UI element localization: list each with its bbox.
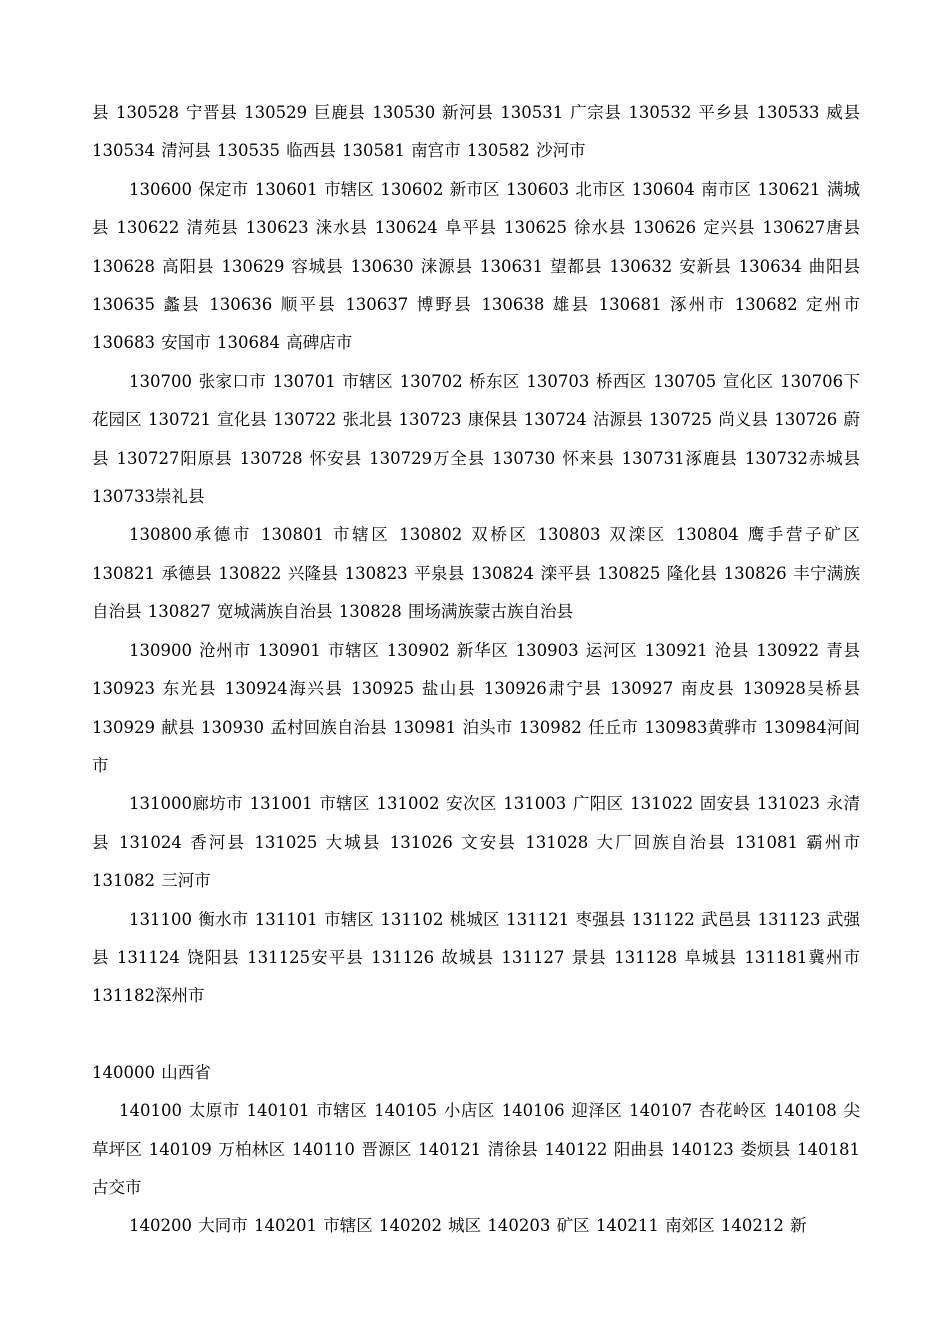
text-paragraph: 140100 太原市 140101 市辖区 140105 小店区 140106 迎泽区 140107 杏花岭区 140108 尖草坪区 140109 万柏林区 140110 晋源区 140121 清徐县 140122 阳曲县 140123 娄烦县 140181 古交市 (92, 1101, 860, 1197)
section-gap (92, 1016, 860, 1054)
text-paragraph: 130900 沧州市 130901 市辖区 130902 新华区 130903 运河区 130921 沧县 130922 青县 130923 东光县 130924海兴县 130925 盐山县 130926肃宁县 130927 南皮县 130928吴桥县 130929 献县 130930 孟村回族自治县 130981 泊头市 130982 任丘市 130983黄骅市 130984河间市 (92, 640, 860, 775)
text-paragraph: 县 130528 宁晋县 130529 巨鹿县 130530 新河县 130531 广宗县 130532 平乡县 130533 威县 130534 清河县 130535 临西县 130581 南宫市 130582 沙河市 (92, 103, 861, 161)
text-paragraph: 130800承德市 130801 市辖区 130802 双桥区 130803 双滦区 130804 鹰手营子矿区 130821 承德县 130822 兴隆县 130823 平泉县 130824 滦平县 130825 隆化县 130826 丰宁满族自治县 130827 宽城满族自治县 130828 围场满族蒙古族自治县 (92, 525, 860, 622)
text-paragraph: 131100 衡水市 131101 市辖区 131102 桃城区 131121 枣强县 131122 武邑县 131123 武强县 131124 饶阳县 131125安平县 131126 故城县 131127 景县 131128 阜城县 131181冀州市 131182深州市 (92, 909, 860, 1006)
text-paragraph: 130600 保定市 130601 市辖区 130602 新市区 130603 北市区 130604 南市区 130621 满城县 130622 清苑县 130623 涞水县 130624 阜平县 130625 徐水县 130626 定兴县 130627唐县 130628 高阳县 130629 容城县 130630 涞源县 130631 望都县 130632 安新县 130634 曲阳县 130635 蠡县 130636 顺平县 130637 博野县 130638 雄县 130681 涿州市 130682 定州市 130683 安国市 130684 高碑店市 (92, 179, 860, 353)
text-paragraph: 131000廊坊市 131001 市辖区 131002 安次区 131003 广阳区 131022 固安县 131023 永清县 131024 香河县 131025 大城县 131026 文安县 131028 大厂回族自治县 131081 霸州市 131082 三河市 (92, 794, 860, 891)
section-heading: 140000 山西省 (92, 1062, 211, 1082)
text-paragraph: 130700 张家口市 130701 市辖区 130702 桥东区 130703 桥西区 130705 宣化区 130706下花园区 130721 宣化县 130722 张北县 130723 康保县 130724 沽源县 130725 尚义县 130726 蔚县 130727阳原县 130728 怀安县 130729万全县 130730 怀来县 130731涿鹿县 130732赤城县 130733崇礼县 (92, 371, 860, 507)
document-page (92, 94, 860, 1246)
text-paragraph: 140200 大同市 140201 市辖区 140202 城区 140203 矿区 140211 南郊区 140212 新 (129, 1216, 807, 1236)
